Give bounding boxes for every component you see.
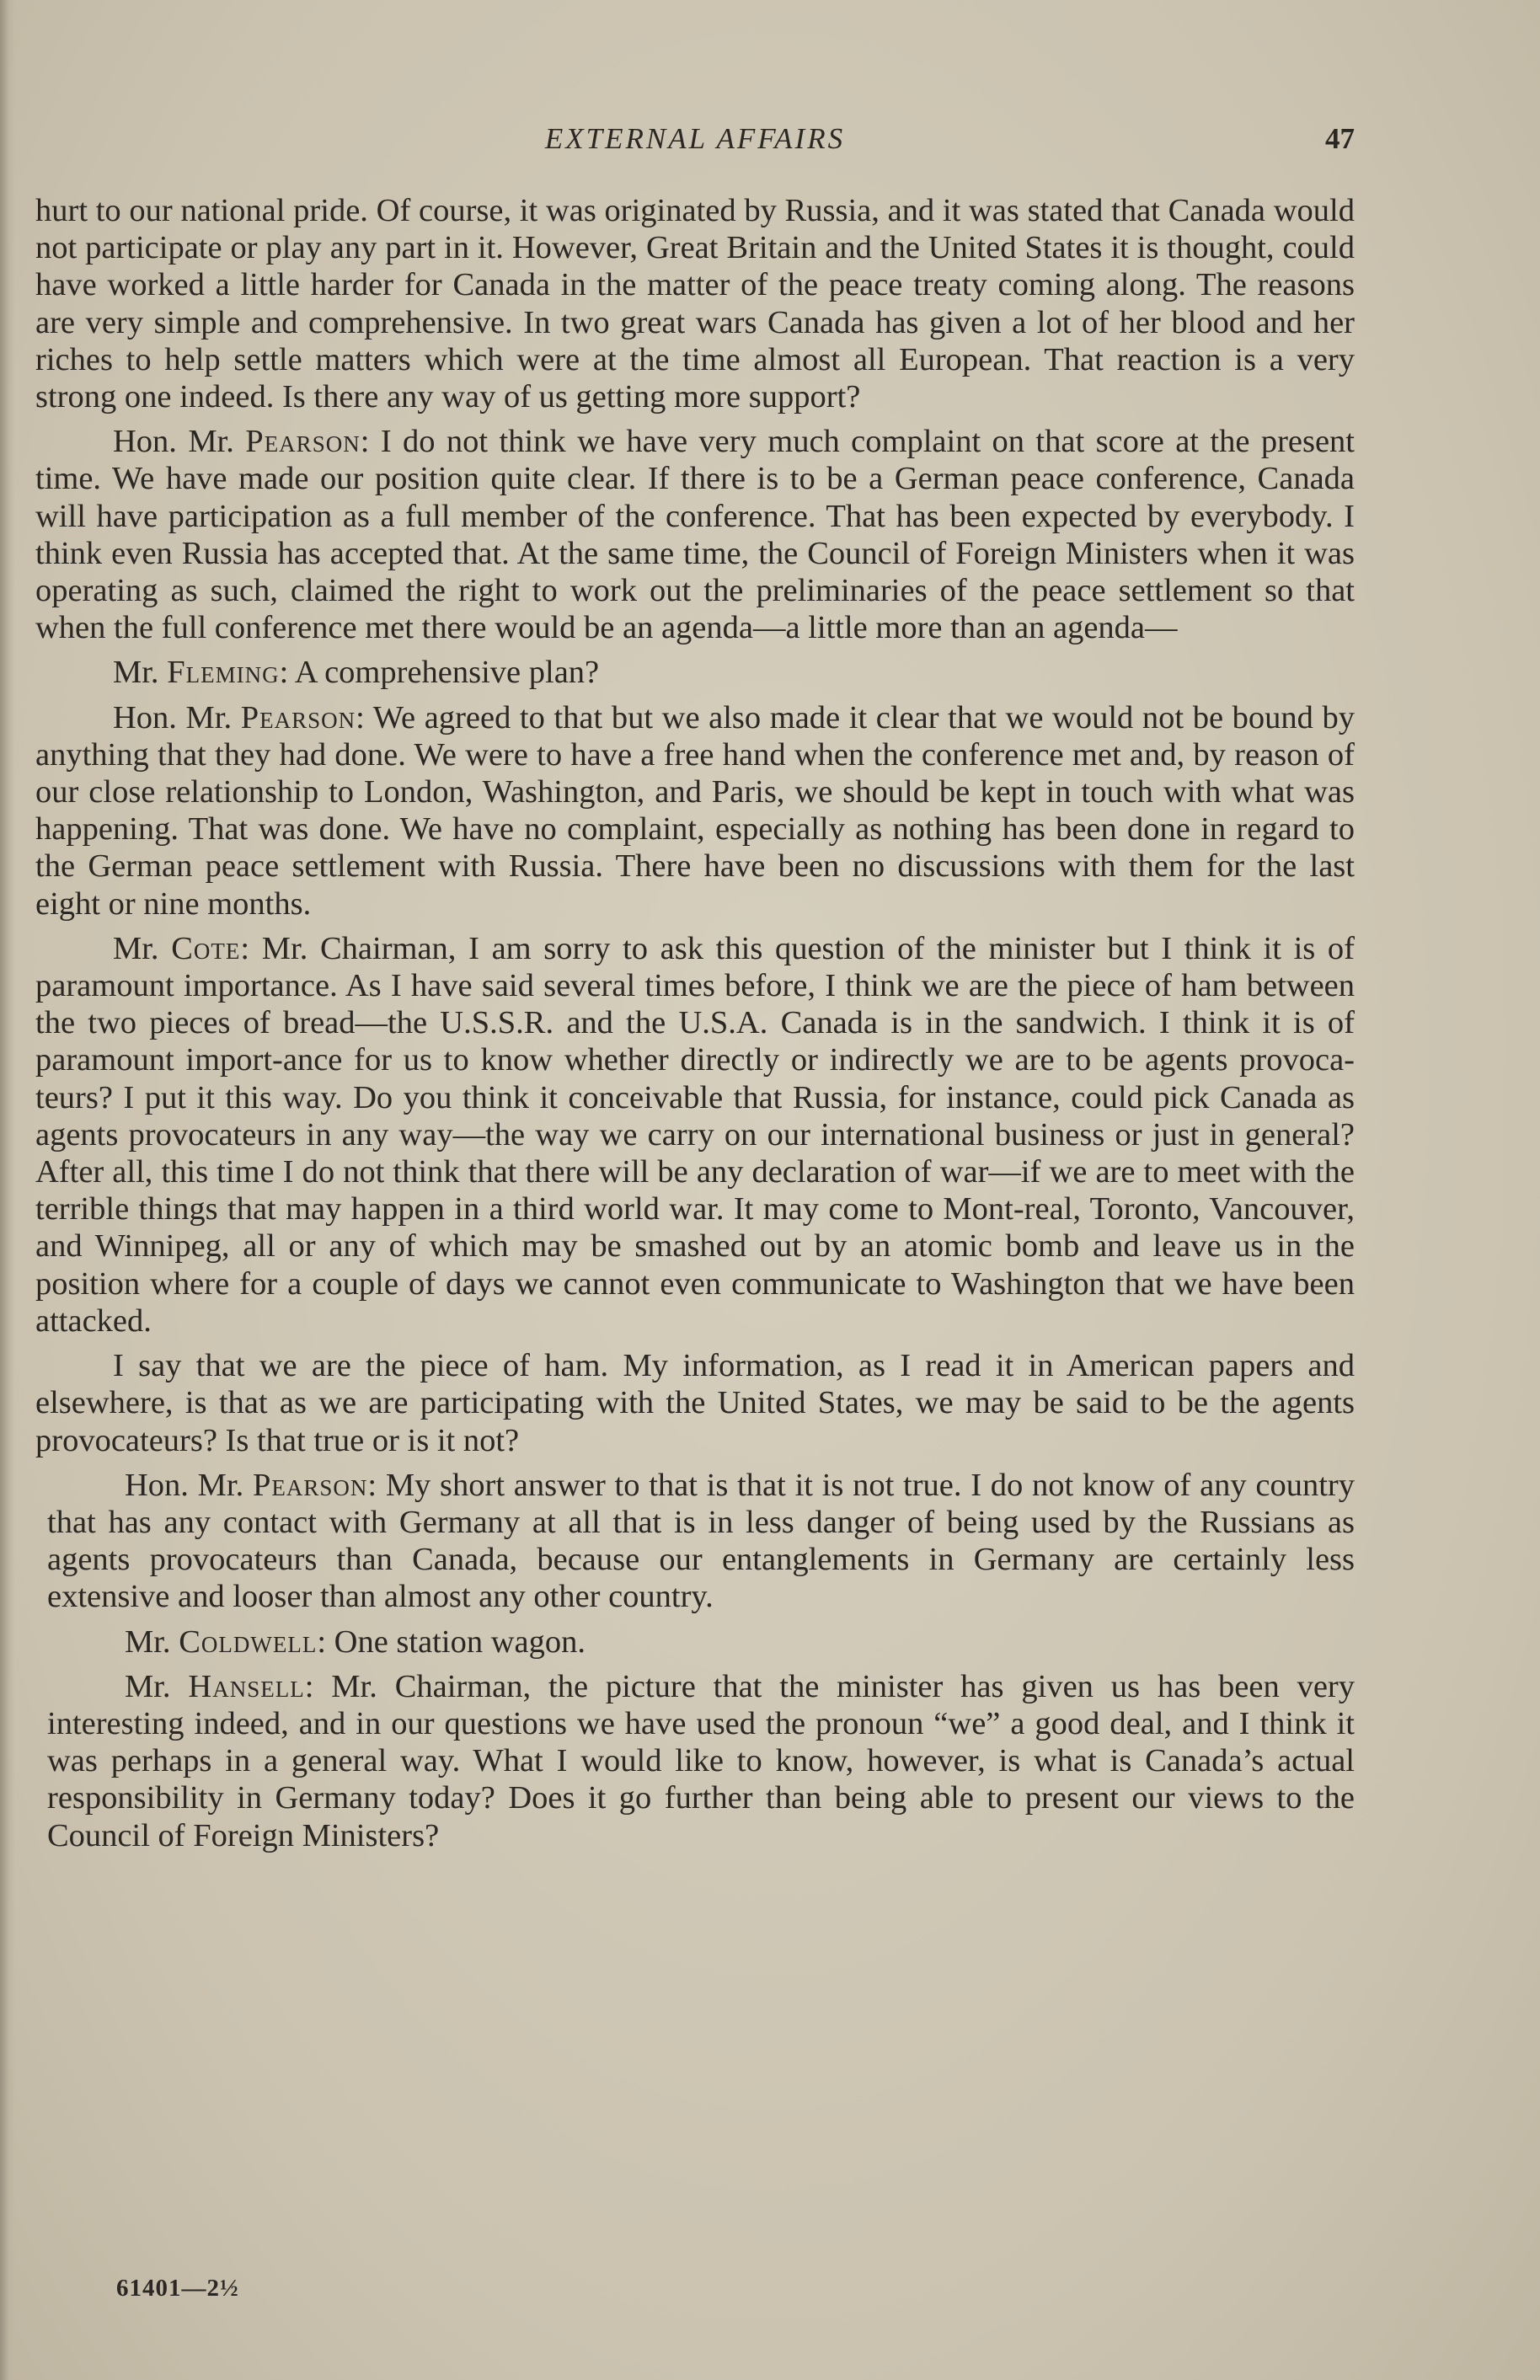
paragraph-coldwell <box>47 1623 1355 1661</box>
paragraph-text: : Mr. Chairman, I am sorry to ask this question of the minister but I think it is of paramount importance. As I have said several times before, I think we are the piece of ham between the two pieces of bread—the U.S.S.R. and the U.S.A. Canada is in the sandwich. I think it is of paramount import-ance for us to know whether directly or indirectly we are to be agents provoca-teurs? I put it this way. Do you think it conceivable that Russia, for instance, could pick Canada as agents provocateurs in any way—the way we carry on our international business or just in general? After all, this time I do not think that there will be any declaration of war—if we are to meet with the terrible things that may happen in a third world war. It may come to Mont-real, Toronto, Vancouver, and Winnipeg, all or any of which may be smashed out by an atomic bomb and leave us in the position where for a couple of days we cannot even communicate to Washington that we have been attacked. <box>35 930 1355 1339</box>
paragraph-text: : My short answer to that is that it is not true. I do not know of any country that has any contact with Germany at all that is in less danger of being used by the Russians as agents provocateurs than Canada, because our entanglements in Germany are certainly less extensive and looser than almost any other country. <box>47 1467 1355 1615</box>
speaker-prefix: Hon. Mr. <box>125 1467 253 1503</box>
paragraph-pearson-3 <box>47 1467 1355 1616</box>
speaker-name: Pearson <box>240 699 356 735</box>
paragraph-cote-continued <box>35 1347 1355 1459</box>
page-spine-shadow <box>0 0 15 2380</box>
speaker-name: Coldwell <box>179 1623 318 1660</box>
speaker-name: Pearson <box>245 424 361 460</box>
paragraph-text: : A comprehensive plan? <box>279 655 600 691</box>
speaker-name: Pearson <box>252 1467 368 1503</box>
paragraph-text: : I do not think we have very much complaint on that score at the present time. We have made our position quite clear. If there is to be a German peace conference, Canada will have participation as a full member of the conference. That has been expected by everybody. I think even Russia has accepted that. At the same time, the Council of Foreign Ministers when it was operating as such, claimed the right to work out the preliminaries of the peace settlement so that when the full conference met there would be an agenda—a little more than an agenda— <box>35 424 1355 646</box>
speaker-name: Cote <box>171 930 241 966</box>
speaker-name: Hansell <box>188 1668 305 1704</box>
paragraph-text: : Mr. Chairman, the picture that the minister has given us has been very interesting indeed, and in our questions we have used the pronoun “we” a good deal, and I think it was perhaps in a general way. What I would like to know, however, is what is Canada’s actual responsibility in Germany today? Does it go further than being able to present our views to the Council of Foreign Ministers? <box>47 1668 1355 1853</box>
body-text <box>35 192 1355 1862</box>
paragraph-pearson-2 <box>35 699 1355 923</box>
paragraph-cote <box>35 930 1355 1340</box>
paragraph-text: I say that we are the piece of ham. My information, as I read it in American papers and elsewhere, is that as we are participating with the United States, we may be said to be the agents provocateurs? Is that true or is it not? <box>35 1348 1355 1458</box>
printer-signature-mark: 61401—2½ <box>116 2275 239 2302</box>
page-number: 47 <box>1325 122 1355 155</box>
speaker-prefix: Mr. <box>113 930 172 966</box>
speaker-prefix: Mr. <box>125 1668 189 1704</box>
paragraph-fleming <box>35 654 1355 691</box>
paragraph-pearson-1 <box>35 423 1355 646</box>
speaker-name: Fleming <box>167 655 280 691</box>
paragraph-text: : We agreed to that but we also made it clear that we would not be bound by anything that they had done. We were to have a free hand when the conference met and, by reason of our close relationship to London, Washington, and Paris, we should be kept in touch with what was happening. That was done. We have no complaint, especially as nothing has been done in regard to the German peace settlement with Russia. There have been no discussions with them for the last eight or nine months. <box>35 699 1356 922</box>
running-title: EXTERNAL AFFAIRS <box>544 122 846 155</box>
speaker-prefix: Hon. Mr. <box>113 699 241 735</box>
speaker-prefix: Mr. <box>113 655 168 691</box>
paragraph-text: : One station wagon. <box>317 1623 586 1660</box>
running-header <box>35 122 1355 164</box>
paragraph-continuation <box>35 192 1355 415</box>
speaker-prefix: Hon. Mr. <box>113 424 246 460</box>
paragraph-hansell <box>47 1668 1355 1854</box>
speaker-prefix: Mr. <box>125 1623 179 1660</box>
paragraph-text: hurt to our national pride. Of course, it was originated by Russia, and it was stated that Canada would not participate or play any part in it. However, Great Britain and the United States it is thought, could have worked a little harder for Canada in the matter of the peace treaty coming along. The reasons are very simple and comprehensive. In two great wars Canada has given a lot of her blood and her riches to help settle matters which were at the time almost all European. That reaction is a very strong one indeed. Is there any way of us getting more support? <box>35 193 1355 415</box>
